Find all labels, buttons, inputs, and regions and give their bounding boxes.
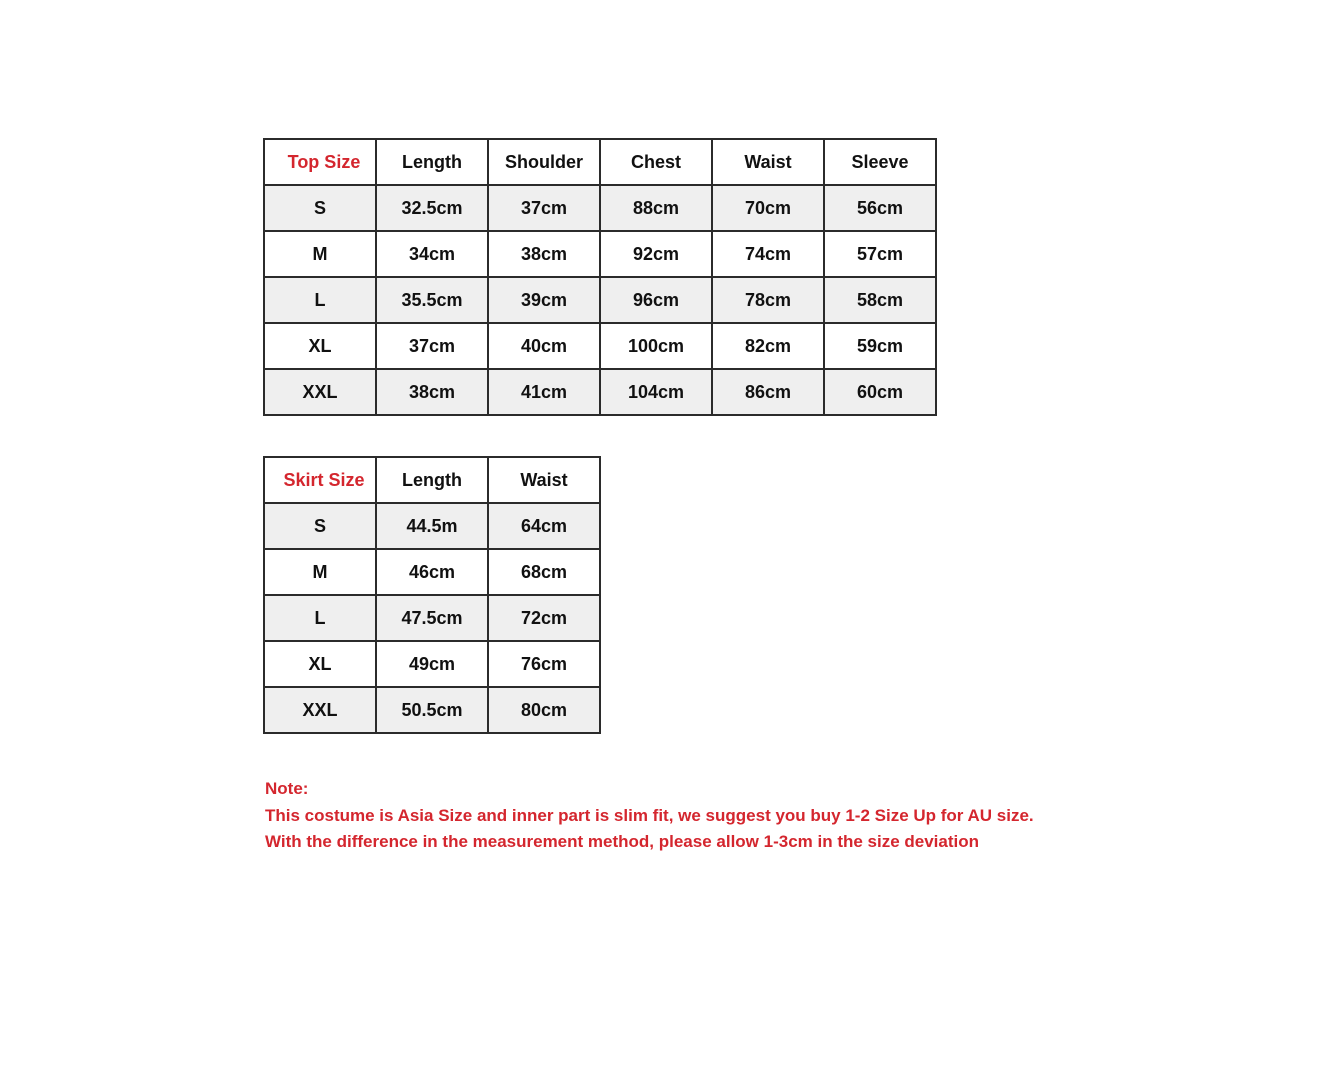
length-cell: 46cm xyxy=(376,549,488,595)
sleeve-cell: 58cm xyxy=(824,277,936,323)
chest-header: Chest xyxy=(600,139,712,185)
size-cell: XXL xyxy=(264,369,376,415)
waist-cell: 68cm xyxy=(488,549,600,595)
waist-cell: 64cm xyxy=(488,503,600,549)
table-row xyxy=(264,369,936,415)
waist-cell: 74cm xyxy=(712,231,824,277)
size-cell: L xyxy=(264,277,376,323)
waist-cell: 72cm xyxy=(488,595,600,641)
length-cell: 32.5cm xyxy=(376,185,488,231)
size-cell: M xyxy=(264,231,376,277)
length-header: Length xyxy=(376,139,488,185)
length-header: Length xyxy=(376,457,488,503)
waist-cell: 80cm xyxy=(488,687,600,733)
note-line-fit: This costume is Asia Size and inner part is slim fit, we suggest you buy 1-2 Size Up for AU size. xyxy=(265,805,1034,825)
size-cell: S xyxy=(264,503,376,549)
table-row xyxy=(264,277,936,323)
shoulder-cell: 40cm xyxy=(488,323,600,369)
sleeve-cell: 56cm xyxy=(824,185,936,231)
table-row xyxy=(264,595,600,641)
sleeve-cell: 57cm xyxy=(824,231,936,277)
shoulder-cell: 41cm xyxy=(488,369,600,415)
shoulder-cell: 37cm xyxy=(488,185,600,231)
table-row xyxy=(264,185,936,231)
skirt-table-header-row xyxy=(264,457,600,503)
table-row xyxy=(264,549,600,595)
table-row xyxy=(264,323,936,369)
waist-cell: 70cm xyxy=(712,185,824,231)
length-cell: 50.5cm xyxy=(376,687,488,733)
chest-cell: 88cm xyxy=(600,185,712,231)
waist-header: Waist xyxy=(712,139,824,185)
top-size-header: Top Size xyxy=(264,139,376,185)
top-table-header-row xyxy=(264,139,936,185)
waist-cell: 78cm xyxy=(712,277,824,323)
waist-header: Waist xyxy=(488,457,600,503)
length-cell: 38cm xyxy=(376,369,488,415)
table-row xyxy=(264,231,936,277)
shoulder-cell: 38cm xyxy=(488,231,600,277)
sleeve-cell: 59cm xyxy=(824,323,936,369)
chest-cell: 100cm xyxy=(600,323,712,369)
skirt-size-table xyxy=(263,456,601,734)
note-line-deviation: With the difference in the measurement method, please allow 1-3cm in the size deviation xyxy=(265,832,980,851)
length-cell: 44.5m xyxy=(376,503,488,549)
length-cell: 35.5cm xyxy=(376,277,488,323)
sleeve-header: Sleeve xyxy=(824,139,936,185)
length-cell: 34cm xyxy=(376,231,488,277)
chest-cell: 104cm xyxy=(600,369,712,415)
shoulder-cell: 39cm xyxy=(488,277,600,323)
table-row xyxy=(264,687,600,733)
table-row xyxy=(264,641,600,687)
waist-cell: 76cm xyxy=(488,641,600,687)
size-cell: S xyxy=(264,185,376,231)
size-cell: L xyxy=(264,595,376,641)
top-size-table xyxy=(263,138,937,416)
size-cell: XL xyxy=(264,323,376,369)
size-note xyxy=(265,776,1034,856)
length-cell: 47.5cm xyxy=(376,595,488,641)
chest-cell: 92cm xyxy=(600,231,712,277)
note-title: Note: xyxy=(265,779,309,798)
size-cell: XXL xyxy=(264,687,376,733)
length-cell: 49cm xyxy=(376,641,488,687)
size-cell: M xyxy=(264,549,376,595)
waist-cell: 82cm xyxy=(712,323,824,369)
chest-cell: 96cm xyxy=(600,277,712,323)
sleeve-cell: 60cm xyxy=(824,369,936,415)
waist-cell: 86cm xyxy=(712,369,824,415)
size-cell: XL xyxy=(264,641,376,687)
skirt-size-header: Skirt Size xyxy=(264,457,376,503)
table-row xyxy=(264,503,600,549)
shoulder-header: Shoulder xyxy=(488,139,600,185)
length-cell: 37cm xyxy=(376,323,488,369)
